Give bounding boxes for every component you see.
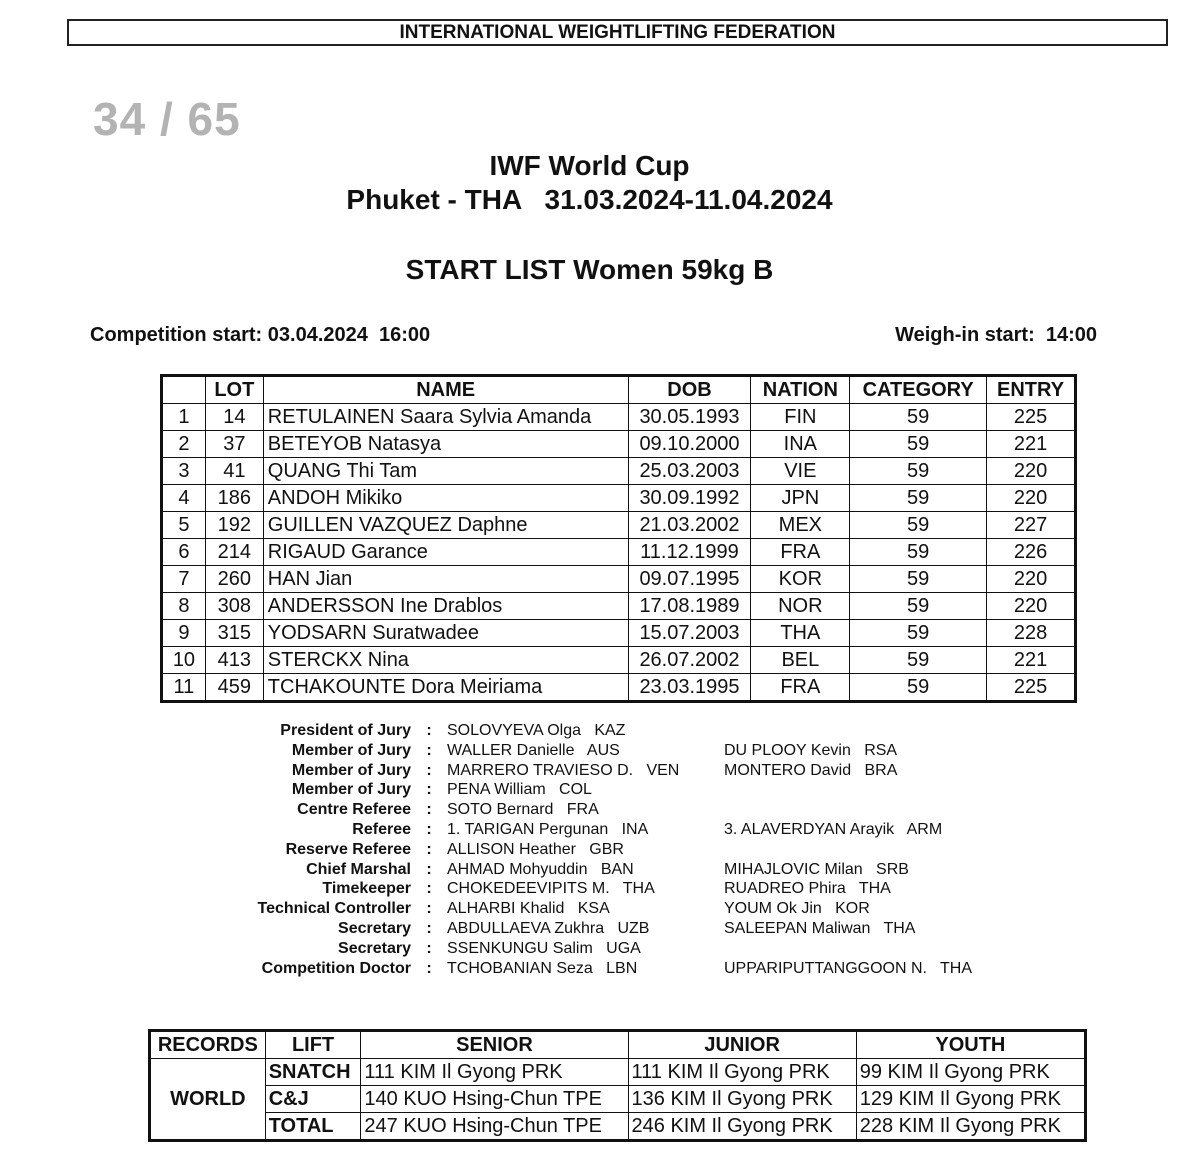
- athlete-row: [162, 485, 1076, 512]
- athlete-nation: NOR: [751, 593, 850, 620]
- record-lift: C&J: [265, 1086, 361, 1113]
- athlete-name: RIGAUD Garance: [263, 539, 628, 566]
- athlete-row: [162, 620, 1076, 647]
- athlete-category: 59: [850, 458, 987, 485]
- athlete-index: 6: [162, 539, 206, 566]
- official-person-1: PENA William COL: [447, 781, 592, 799]
- official-role: Secretary: [338, 939, 411, 957]
- official-row: [200, 899, 972, 919]
- official-person-1: ALHARBI Khalid KSA: [447, 900, 610, 918]
- official-person-2: SALEEPAN Maliwan THA: [724, 919, 916, 937]
- official-role: Centre Referee: [297, 801, 411, 819]
- athlete-index: 5: [162, 512, 206, 539]
- athlete-name: HAN Jian: [263, 566, 628, 593]
- column-header-entry: ENTRY: [987, 376, 1076, 404]
- athlete-category: 59: [850, 674, 987, 702]
- official-person-1: SOLOVYEVA Olga KAZ: [447, 722, 626, 739]
- athlete-category: 59: [850, 593, 987, 620]
- official-person-1: MARRERO TRAVIESO D. VEN: [447, 761, 680, 779]
- official-role: Competition Doctor: [261, 959, 411, 977]
- athlete-dob: 21.03.2002: [628, 512, 751, 539]
- athlete-dob: 11.12.1999: [628, 539, 751, 566]
- official-person-2: MIHAJLOVIC Milan SRB: [724, 860, 909, 878]
- official-colon: :: [426, 860, 432, 878]
- official-person-2: MONTERO David BRA: [724, 761, 898, 779]
- official-person-1: 1. TARIGAN Pergunan INA: [447, 820, 649, 838]
- official-person-2: YOUM Ok Jin KOR: [724, 900, 870, 918]
- athlete-category: 59: [850, 431, 987, 458]
- athlete-name: GUILLEN VAZQUEZ Daphne: [263, 512, 628, 539]
- weigh-in-start: Weigh-in start: 14:00: [895, 324, 1097, 346]
- official-person-1: WALLER Danielle AUS: [447, 741, 620, 759]
- athlete-lot: 37: [205, 431, 263, 458]
- athlete-dob: 17.08.1989: [628, 593, 751, 620]
- athlete-dob: 25.03.2003: [628, 458, 751, 485]
- athlete-index: 7: [162, 566, 206, 593]
- athlete-category: 59: [850, 566, 987, 593]
- athlete-dob: 15.07.2003: [628, 620, 751, 647]
- records-header-senior: SENIOR: [361, 1031, 628, 1059]
- records-header-records: RECORDS: [150, 1031, 266, 1059]
- official-colon: :: [426, 959, 432, 977]
- athlete-index: 8: [162, 593, 206, 620]
- athlete-row: [162, 539, 1076, 566]
- athlete-name: RETULAINEN Saara Sylvia Amanda: [263, 404, 628, 431]
- athlete-category: 59: [850, 485, 987, 512]
- official-colon: :: [426, 840, 432, 858]
- official-colon: :: [426, 761, 432, 779]
- official-row: [200, 959, 972, 979]
- official-colon: :: [426, 722, 432, 739]
- athlete-name: ANDOH Mikiko: [263, 485, 628, 512]
- event-location-dates: Phuket - THA 31.03.2024-11.04.2024: [346, 184, 833, 215]
- official-colon: :: [426, 741, 432, 759]
- records-header-junior: JUNIOR: [628, 1031, 856, 1059]
- athlete-lot: 459: [205, 674, 263, 702]
- records-group-label: WORLD: [150, 1059, 266, 1141]
- official-role: Timekeeper: [322, 880, 411, 898]
- official-person-2: UPPARIPUTTANGGOON N. THA: [724, 959, 973, 977]
- official-row: [200, 860, 972, 880]
- official-role: Member of Jury: [291, 761, 411, 779]
- athlete-nation: FRA: [751, 674, 850, 702]
- official-person-1: CHOKEDEEVIPITS M. THA: [447, 880, 655, 898]
- athlete-entry: 220: [987, 566, 1076, 593]
- athlete-category: 59: [850, 512, 987, 539]
- official-row: [200, 761, 972, 781]
- athlete-nation: MEX: [751, 512, 850, 539]
- athlete-name: BETEYOB Natasya: [263, 431, 628, 458]
- record-row: [150, 1113, 1086, 1141]
- start-list-table: [160, 374, 1077, 703]
- athlete-entry: 226: [987, 539, 1076, 566]
- athlete-nation: JPN: [751, 485, 850, 512]
- records-header-lift: LIFT: [265, 1031, 361, 1059]
- record-youth: 129 KIM Il Gyong PRK: [856, 1086, 1085, 1113]
- records-table: [148, 1029, 1087, 1142]
- athlete-name: STERCKX Nina: [263, 647, 628, 674]
- athlete-dob: 30.05.1993: [628, 404, 751, 431]
- official-row: [200, 721, 972, 741]
- athlete-row: [162, 647, 1076, 674]
- record-junior: 246 KIM Il Gyong PRK: [628, 1113, 856, 1141]
- athlete-dob: 09.07.1995: [628, 566, 751, 593]
- athlete-name: ANDERSSON Ine Drablos: [263, 593, 628, 620]
- record-row: [150, 1059, 1086, 1086]
- official-colon: :: [426, 781, 432, 799]
- official-person-1: ALLISON Heather GBR: [447, 840, 624, 858]
- competition-start: Competition start: 03.04.2024 16:00: [90, 324, 431, 346]
- official-person-1: SSENKUNGU Salim UGA: [447, 939, 641, 957]
- records-header-youth: YOUTH: [856, 1031, 1085, 1059]
- official-row: [200, 780, 972, 800]
- athlete-row: [162, 512, 1076, 539]
- athlete-entry: 227: [987, 512, 1076, 539]
- athlete-nation: BEL: [751, 647, 850, 674]
- athlete-entry: 225: [987, 404, 1076, 431]
- athlete-index: 11: [162, 674, 206, 702]
- athlete-index: 9: [162, 620, 206, 647]
- athlete-nation: KOR: [751, 566, 850, 593]
- record-senior: 247 KUO Hsing-Chun TPE: [361, 1113, 628, 1141]
- official-person-2: RUADREO Phira THA: [724, 880, 891, 898]
- column-header-dob: DOB: [628, 376, 751, 404]
- athlete-nation: FRA: [751, 539, 850, 566]
- athlete-lot: 315: [205, 620, 263, 647]
- athlete-dob: 30.09.1992: [628, 485, 751, 512]
- athlete-index: 10: [162, 647, 206, 674]
- column-header-nation: NATION: [751, 376, 850, 404]
- official-role: Referee: [352, 820, 411, 838]
- official-row: [200, 840, 972, 860]
- official-row: [200, 879, 972, 899]
- records-header-row: [150, 1031, 1086, 1059]
- official-person-1: ABDULLAEVA Zukhra UZB: [447, 919, 650, 937]
- athlete-row: [162, 458, 1076, 485]
- athlete-lot: 41: [205, 458, 263, 485]
- official-role: Member of Jury: [291, 781, 411, 799]
- athlete-lot: 14: [205, 404, 263, 431]
- athlete-row: [162, 431, 1076, 458]
- athlete-row: [162, 674, 1076, 702]
- official-row: [200, 741, 972, 761]
- column-header-index: [162, 376, 206, 404]
- start-list-title: START LIST Women 59kg B: [405, 254, 774, 285]
- athlete-index: 3: [162, 458, 206, 485]
- official-colon: :: [426, 900, 432, 918]
- record-junior: 111 KIM Il Gyong PRK: [628, 1059, 856, 1086]
- athlete-nation: THA: [751, 620, 850, 647]
- athlete-entry: 220: [987, 458, 1076, 485]
- record-senior: 111 KIM Il Gyong PRK: [361, 1059, 628, 1086]
- athlete-lot: 260: [205, 566, 263, 593]
- athlete-category: 59: [850, 620, 987, 647]
- athlete-dob: 23.03.1995: [628, 674, 751, 702]
- athlete-dob: 09.10.2000: [628, 431, 751, 458]
- event-title: IWF World Cup: [489, 150, 690, 181]
- record-row: [150, 1086, 1086, 1113]
- athlete-category: 59: [850, 404, 987, 431]
- record-junior: 136 KIM Il Gyong PRK: [628, 1086, 856, 1113]
- athlete-lot: 192: [205, 512, 263, 539]
- athlete-row: [162, 593, 1076, 620]
- start-list-header-row: [162, 376, 1076, 404]
- athlete-entry: 221: [987, 431, 1076, 458]
- officials-list: [200, 721, 972, 978]
- athlete-entry: 228: [987, 620, 1076, 647]
- column-header-name: NAME: [263, 376, 628, 404]
- athlete-index: 2: [162, 431, 206, 458]
- athlete-lot: 186: [205, 485, 263, 512]
- athlete-category: 59: [850, 647, 987, 674]
- official-colon: :: [426, 939, 432, 957]
- official-row: [200, 919, 972, 939]
- official-person-2: DU PLOOY Kevin RSA: [724, 741, 898, 759]
- athlete-index: 4: [162, 485, 206, 512]
- athlete-lot: 308: [205, 593, 263, 620]
- record-lift: TOTAL: [265, 1113, 361, 1141]
- page-number: 34 / 65: [93, 93, 241, 145]
- record-lift: SNATCH: [265, 1059, 361, 1086]
- athlete-entry: 220: [987, 593, 1076, 620]
- official-role: Reserve Referee: [285, 840, 411, 858]
- official-row: [200, 800, 972, 820]
- record-youth: 228 KIM Il Gyong PRK: [856, 1113, 1085, 1141]
- official-colon: :: [426, 919, 432, 937]
- official-colon: :: [426, 820, 432, 838]
- athlete-row: [162, 404, 1076, 431]
- athlete-name: TCHAKOUNTE Dora Meiriama: [263, 674, 628, 702]
- official-person-2: 3. ALAVERDYAN Arayik ARM: [724, 820, 943, 838]
- official-row: [200, 939, 972, 959]
- athlete-lot: 214: [205, 539, 263, 566]
- athlete-lot: 413: [205, 647, 263, 674]
- official-role: Chief Marshal: [306, 860, 411, 878]
- athlete-entry: 220: [987, 485, 1076, 512]
- official-person-1: SOTO Bernard FRA: [447, 801, 599, 819]
- official-row: [200, 820, 972, 840]
- record-youth: 99 KIM Il Gyong PRK: [856, 1059, 1085, 1086]
- federation-banner: INTERNATIONAL WEIGHTLIFTING FEDERATION: [67, 19, 1168, 46]
- official-colon: :: [426, 801, 432, 819]
- athlete-nation: INA: [751, 431, 850, 458]
- official-role: Member of Jury: [291, 741, 411, 759]
- athlete-name: YODSARN Suratwadee: [263, 620, 628, 647]
- official-person-1: TCHOBANIAN Seza LBN: [447, 959, 638, 977]
- athlete-row: [162, 566, 1076, 593]
- official-colon: :: [426, 880, 432, 898]
- athlete-entry: 225: [987, 674, 1076, 702]
- official-role: Secretary: [338, 919, 411, 937]
- column-header-lot: LOT: [205, 376, 263, 404]
- athlete-nation: FIN: [751, 404, 850, 431]
- athlete-index: 1: [162, 404, 206, 431]
- official-role: Technical Controller: [257, 900, 411, 918]
- athlete-name: QUANG Thi Tam: [263, 458, 628, 485]
- athlete-category: 59: [850, 539, 987, 566]
- athlete-entry: 221: [987, 647, 1076, 674]
- athlete-nation: VIE: [751, 458, 850, 485]
- athlete-dob: 26.07.2002: [628, 647, 751, 674]
- column-header-category: CATEGORY: [850, 376, 987, 404]
- record-senior: 140 KUO Hsing-Chun TPE: [361, 1086, 628, 1113]
- official-role: President of Jury: [280, 722, 411, 739]
- official-person-1: AHMAD Mohyuddin BAN: [447, 860, 634, 878]
